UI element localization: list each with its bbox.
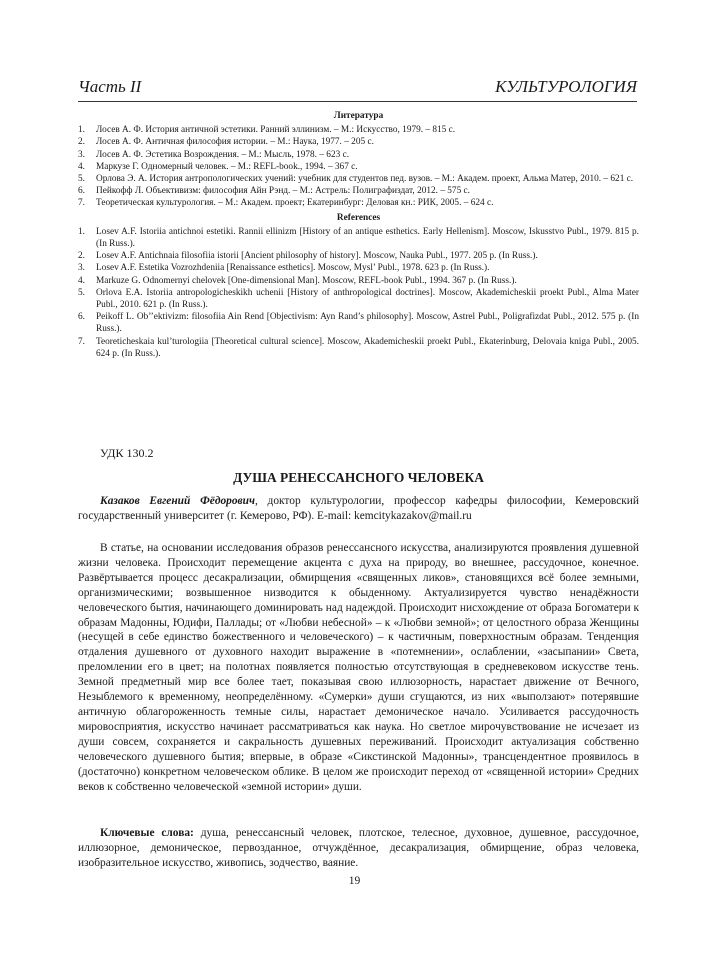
item-text: Пейкофф Л. Объективизм: философия Айн Рэнд. – М.: Астрель: Полиграфиздат, 2012. – 575 с. (96, 186, 471, 197)
item-text: Маркузе Г. Одномерный человек. – М.: REFL-book., 1994. – 367 с. (96, 161, 358, 172)
header-part: Часть II (78, 77, 142, 96)
item-number: 3. (78, 149, 85, 160)
item-number: 2. (78, 251, 85, 262)
item-text: Teoreticheskaia kul’turologiia [Theoretical cultural science]. Moscow, Akademicheskii proekt Publ., Ekaterinburg, Delovaia kniga Publ., 2005. 624 p. (In Russ.). (96, 336, 639, 359)
reference-item (78, 287, 639, 311)
item-number: 5. (78, 287, 85, 298)
item-number: 6. (78, 312, 85, 323)
author-affiliation: , доктор культурологии, профессор кафедры философии, Кемеровский государственный университет (г. Кемерово, РФ). E-mail: kemcitykazakov@mail.ru (78, 495, 639, 522)
item-text: Орлова Э. А. История антропологических учений: учебник для студентов пед. вузов. – М.: Академ. проект, Альма Матер, 2010. – 621 с. (96, 174, 634, 185)
literature-item (78, 197, 639, 209)
reference-item (78, 275, 639, 287)
literature-item (78, 124, 639, 136)
reference-item (78, 262, 639, 274)
author-name: Казаков Евгений Фёдорович (100, 495, 255, 507)
item-number: 6. (78, 186, 85, 197)
literature-item (78, 173, 639, 185)
item-number: 4. (78, 161, 85, 172)
bibliography (78, 110, 639, 360)
item-number: 7. (78, 336, 85, 347)
keywords (78, 826, 639, 871)
literature-list (78, 124, 639, 209)
item-text: Losev A.F. Istoriia antichnoi estetiki. Rannii ellinizm [History of an antique esthetics. Early Hellenism]. Moscow, Iskusstvo Publ., 1979. 815 p. (In Russ.). (96, 226, 639, 250)
literature-item (78, 161, 639, 173)
item-number: 1. (78, 226, 85, 237)
running-header (78, 77, 637, 99)
reference-item (78, 311, 639, 335)
literature-item (78, 136, 639, 148)
reference-item (78, 336, 639, 360)
item-text: Peikoff L. Ob’’ektivizm: filosofiia Ain Rend [Objectivism: Ayn Rand’s philosophy]. Moscow, Astrel Publ., Poligrafizdat Publ., 2012. 575 p. (In Russ.). (96, 312, 639, 335)
keywords-label: Ключевые слова: (100, 827, 194, 839)
item-text: Лосев А. Ф. История античной эстетики. Ранний эллинизм. – М.: Искусство, 1979. – 815 с. (96, 125, 456, 136)
item-text: Теоретическая культурология. – М.: Академ. проект; Екатеринбург: Деловая кн.: РИК, 2005. – 624 с. (96, 198, 494, 209)
item-number: 7. (78, 198, 85, 209)
literature-item (78, 149, 639, 161)
article-title: ДУША РЕНЕССАНСНОГО ЧЕЛОВЕКА (233, 470, 484, 485)
header-divider (78, 101, 637, 102)
item-text: Losev A.F. Estetika Vozrozhdeniia [Renaissance esthetics]. Moscow, Mysl’ Publ., 1978. 623 p. (In Russ.). (96, 263, 490, 274)
references-list (78, 226, 639, 360)
page-number: 19 (348, 875, 361, 887)
reference-item (78, 250, 639, 262)
item-number: 1. (78, 125, 85, 136)
header-section: КУЛЬТУРОЛОГИЯ (495, 77, 637, 96)
references-heading: References (336, 212, 381, 223)
author-info (78, 494, 639, 524)
item-text: Losev A.F. Antichnaia filosofiia istorii [Ancient philosophy of history]. Moscow, Nauka Publ., 1977. 205 p. (In Russ.). (96, 251, 538, 262)
item-number: 2. (78, 137, 85, 148)
item-text: Orlova E.A. Istoriia antropologicheskikh uchenii [History of anthropological doctrines]. Moscow, Akademicheskii proekt Publ., Alma Mater Publ., 2010. 621 p. (In Russ.). (96, 287, 639, 311)
item-text: Лосев А. Ф. Античная философия истории. – М.: Наука, 1977. – 205 с. (96, 137, 374, 148)
literature-item (78, 185, 639, 197)
item-text: Markuze G. Odnomernyi chelovek [One-dimensional Man]. Moscow, REFL-book Publ., 1994. 367 p. (In Russ.). (96, 275, 517, 286)
item-number: 3. (78, 263, 85, 274)
reference-item (78, 226, 639, 250)
abstract: В статье, на основании исследования образов ренессансного искусства, анализируются проявления душевной жизни человека. Происходит перемещение акцента с духа на природу, во внешнее, рассудочное, конечное. Развёртывается процесс десакрализации, обмирщения «священных ликов», становящихся всё более земными, организмическими; возвышенное низводится к обыденному. Актуализируется чувство ненадёжности человеческого бытия, начинающего доминировать над надеждой. Происходит нисхождение от образа Богоматери к образам Мадонны, Юдифи, Паллады; от «Любви небесной» – к «Любви земной»; от целостного образа Женщины (несущей в себе единство божественного и человеческого) – к частичным, поверхностным образам. Тенденция отдаления душевного от духовного находит выражение в «потемнении», ослаблении, «засыпании» Света, преломлении его в цвет; на полотнах появляется полностью отсутствующая в средневековом искусстве тень. Земной предметный мир все более тает, показывая свою иллюзорность, нарастает движение от Вечного, Незыблемого к временному, неопределённому. «Сумерки» души сгущаются, из них «выползают» потерявшие античную облагороженность темные силы, нарастает демоническое начало. Усиливается рассудочность мировосприятия, искусство начинает рассматриваться как наука. Но светлое мирочувствование не исчезает из души совсем, сохраняется и сакральность душевных переживаний. Происходит актуализация собственно человеческого душевного бытия; впервые, в образе «Сикстинской Мадонны», трансцендентное проявилось в (достаточно) конкретном человеческом облике. В целом же происходит переход от «священной истории» Средних веков к собственно человеческой «земной истории» души. (78, 542, 639, 793)
keywords-list: душа, ренессансный человек, плотское, телесное, духовное, душевное, рассудочное, иллюзорное, демоническое, первозданное, отчуждённое, десакрализация, обмирщение, образ человека, изобразительное искусство, живопись, зодчество, ваяние. (78, 827, 639, 869)
item-number: 5. (78, 174, 85, 185)
udk-code: УДК 130.2 (100, 446, 154, 460)
literature-heading: Литература (333, 111, 384, 121)
item-number: 4. (78, 275, 85, 286)
item-text: Лосев А. Ф. Эстетика Возрождения. – М.: Мысль, 1978. – 623 с. (96, 149, 350, 160)
